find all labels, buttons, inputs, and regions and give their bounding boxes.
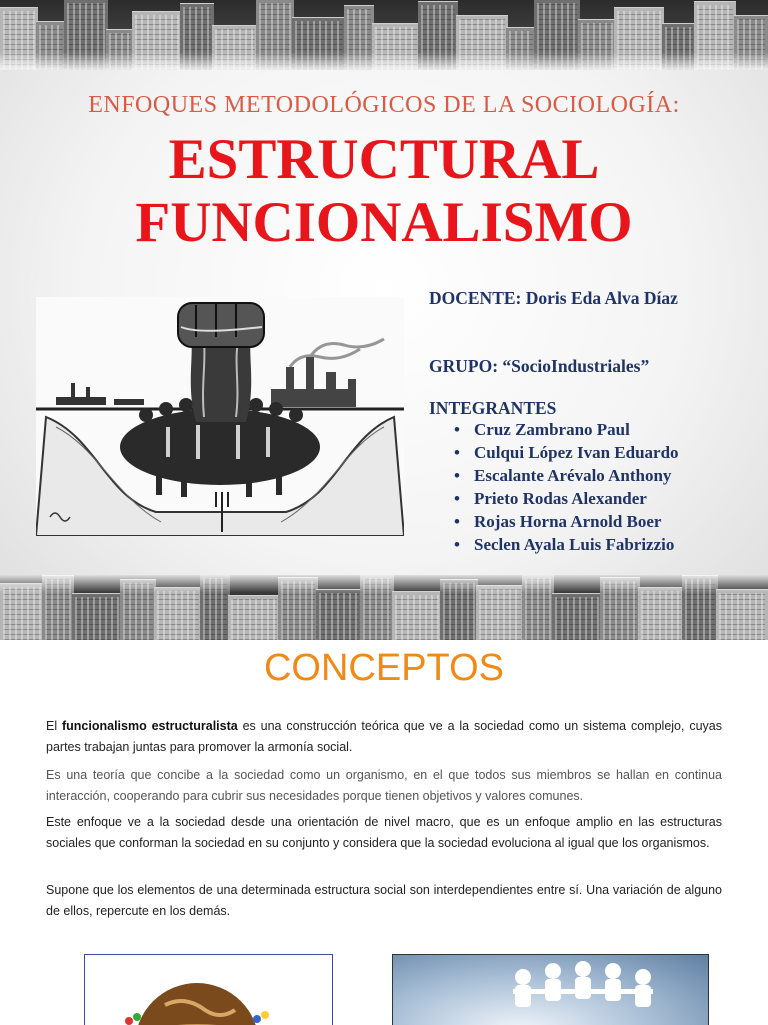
city-skyline-bottom-banner bbox=[0, 575, 768, 640]
paragraph-3: Este enfoque ve a la sociedad desde una orientación de nivel macro, que es un enfoque amplio en las estructuras sociales que conforman la sociedad en su conjunto y considera que la sociedad evoluciona al igual que los organismos. bbox=[46, 815, 722, 850]
concepts-slide bbox=[0, 640, 768, 1024]
bullet-icon: • bbox=[454, 420, 460, 439]
slide-main-title bbox=[0, 128, 768, 254]
list-item bbox=[454, 420, 630, 440]
globe-image bbox=[84, 954, 333, 1025]
list-item bbox=[454, 512, 661, 532]
list-item bbox=[454, 443, 679, 463]
p1-text-end: es una construcción teórica que ve a la sociedad como un sistema complejo, cuyas partes trabajan juntas para promover la armonía social. bbox=[46, 719, 722, 754]
docente-line: DOCENTE: Doris Eda Alva Díaz bbox=[429, 288, 678, 308]
list-item bbox=[454, 466, 671, 486]
member-name: Culqui López Ivan Eduardo bbox=[474, 443, 679, 462]
member-name: Cruz Zambrano Paul bbox=[474, 420, 630, 439]
list-item bbox=[454, 489, 647, 509]
p1-bold-term: funcionalismo estructuralista bbox=[61, 719, 238, 733]
paper-people-chain-image bbox=[392, 954, 709, 1025]
title-line-2: FUNCIONALISMO bbox=[135, 191, 633, 254]
bullet-icon: • bbox=[454, 466, 460, 485]
city-skyline-top-banner bbox=[0, 0, 768, 70]
p1-text-start: El bbox=[46, 719, 62, 733]
bullet-icon: • bbox=[454, 443, 460, 462]
member-name: Prieto Rodas Alexander bbox=[474, 489, 647, 508]
bullet-icon: • bbox=[454, 512, 460, 531]
title-line-1: ESTRUCTURAL bbox=[168, 128, 600, 191]
member-name: Escalante Arévalo Anthony bbox=[474, 466, 672, 485]
paragraph-4: Supone que los elementos de una determinada estructura social son interdependientes entre sí. Una variación de alguno de ellos, repercute en los demás. bbox=[46, 883, 722, 918]
member-name: Seclen Ayala Luis Fabrizzio bbox=[474, 535, 675, 554]
paragraph-1 bbox=[46, 716, 722, 758]
raised-fist-workers-illustration bbox=[36, 297, 404, 536]
slide-subtitle: ENFOQUES METODOLÓGICOS DE LA SOCIOLOGÍA: bbox=[88, 92, 680, 118]
grupo-line: GRUPO: “SocioIndustriales” bbox=[429, 356, 650, 376]
integrantes-label: INTEGRANTES bbox=[429, 398, 557, 418]
bullet-icon: • bbox=[454, 535, 460, 554]
member-name: Rojas Horna Arnold Boer bbox=[474, 512, 662, 531]
bullet-icon: • bbox=[454, 489, 460, 508]
paragraph-2: Es una teoría que concibe a la sociedad como un organismo, en el que todos sus miembros se hallan en continua interacción, cooperando para cubrir sus necesidades porque tienen objetivos y valores comunes. bbox=[46, 768, 722, 803]
concepts-title: CONCEPTOS bbox=[263, 647, 504, 689]
list-item bbox=[454, 535, 674, 555]
